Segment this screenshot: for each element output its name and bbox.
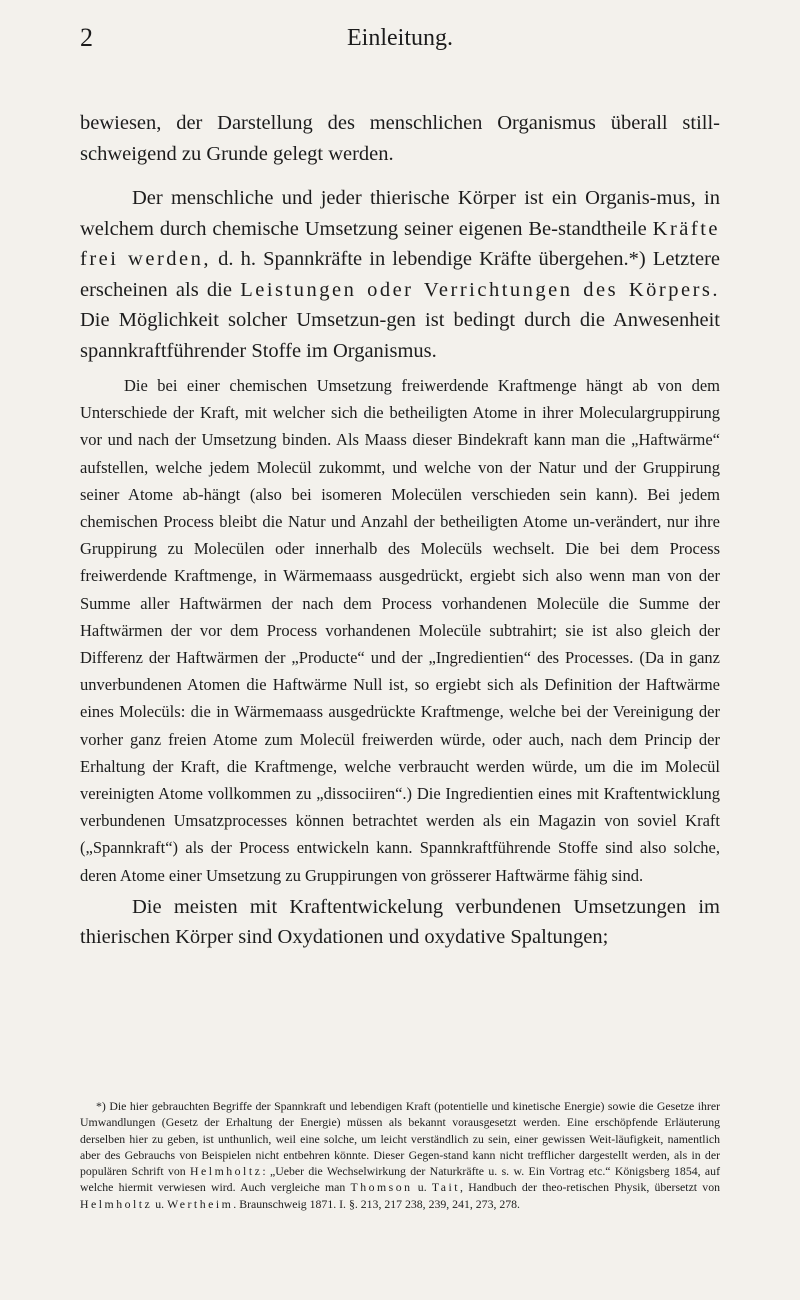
footnote-text: *) Die hier gebrauchten Begriffe der Spannkraft und lebendigen Kraft (potentielle und kinetische Energie) sowie die Gesetze ihrer Umwandlungen (Gesetz der Erhaltung der Energie) müssen als bekannt vorausgesetzt werden. Eine erschöpfende Erläuterung derselben hier zu geben, ist unthunlich, weil eine solche, um leicht verständlich zu sein, einer gewissen Weit-läufigkeit, namentlich aber des Gebrauchs von Beispielen nicht entbehren könnte. Dieser Gegen-stand kann nicht trefflicher dargestellt werden, als in der populären Schrift von (80, 1099, 720, 1179)
author-name: Tait (431, 1180, 461, 1195)
page-number: 2 (80, 23, 93, 52)
paragraph-oxydationen: Die meisten mit Kraftentwickelung verbundenen Umsetzungen im thierischen Körper sind Oxydationen und oxydative Spaltungen; (80, 895, 720, 949)
paragraph-text: Die Möglichkeit solcher Umsetzun-gen ist bedingt durch die Anwesenheit spannkraftführender Stoffe im Organismus. (80, 309, 720, 362)
main-text (80, 108, 720, 953)
paragraph-text: Der menschliche und jeder thierische Körper ist ein Organis-mus, in welchem durch chemische Umsetzung seiner eigenen Be-standtheile (80, 187, 720, 240)
author-name: Helmholtz (80, 1196, 153, 1211)
footnote-text: u. (412, 1180, 432, 1195)
footnote-text: : „Ueber die Wechselwirkung der Naturkräfte u. s. w. Ein Vortrag etc.“ Königsberg 1854, auf welche hiermit verwiesen wird. Auch vergleiche man (80, 1164, 720, 1195)
emphasis-leistungen: Leistungen oder Verrichtungen des Körpers. (240, 278, 720, 301)
paragraph-haftwaerme: Die bei einer chemischen Umsetzung freiwerdende Kraftmenge hängt ab von dem Unterschiede der Kraft, mit welcher sich die betheiligten Atome in ihrer Moleculargruppirung vor und nach der Umsetzung binden. Als Maass dieser Bindekraft kann man die „Haftwärme“ aufstellen, welche jedem Molecül zukommt, und welche von der Natur und der Gruppirung seiner Atome ab-hängt (also bei isomeren Molecülen verschieden sein kann). Bei jedem chemischen Process bleibt die Natur und Anzahl der betheiligten Atome un-verändert, nur ihre Gruppirung zu Molecülen oder innerhalb des Molecüls wechselt. Die bei dem Process freiwerdende Kraftmenge, in Wärmemaass ausgedrückt, ergiebt sich also wenn man von der Summe aller Haftwärmen der nach dem Process vorhandenen Molecüle die Summe der Haftwärmen der vor dem Process vorhandenen Molecüle subtrahirt; sie ist also gleich der Differenz der Haftwärmen der „Producte“ und der „Ingredientien“ des Processes. (Da in ganz unverbundenen Atomen die Haftwärme Null ist, so ergiebt sich als Definition der Haftwärme eines Molecüls: die in Wärmemaass ausgedrückte Kraftmenge, welche bei der Vereinigung der vorher ganz freien Atome zum Molecül freiwerden würde, oder auch, nach dem Princip der Erhaltung der Kraft, die Kraftmenge, welche verbraucht werden würde, um die im Molecül vereinigten Atome vollkommen zu „dissociiren“.) Die Ingredientien eines mit Kraftentwicklung verbundenen Umsatzprocesses können betrachtet werden als ein Magazin von soviel Kraft („Spannkraft“) als der Process entwickeln kann. Spannkraftführende Stoffe sind also solche, deren Atome einer Umsetzung zu Gruppirungen von grösserer Haftwärme fähig sind. (80, 376, 720, 885)
footnote-text: u. (152, 1196, 168, 1211)
paragraph-continuation: bewiesen, der Darstellung des menschlichen Organismus überall still-schweigend zu Grunde gelegt werden. (80, 112, 720, 165)
paragraph-text: d. h. Spannkräfte in lebendige Kräfte übergehen.*) Letztere erscheinen als die (80, 248, 720, 301)
paragraph-organism (80, 183, 720, 366)
footnote-text: . Braunschweig 1871. I. §. 213, 217 238, 239, 241, 273, 278. (233, 1196, 521, 1211)
footnote-text: , Handbuch der theo-retischen Physik, übersetzt von (460, 1180, 720, 1195)
page-header (0, 18, 800, 58)
footnote (80, 1098, 720, 1212)
author-name: Helmholtz (190, 1164, 263, 1179)
author-name: Wertheim (167, 1196, 234, 1211)
emphasis-kraefte-frei: Kräfte frei werden, (80, 217, 720, 270)
author-name: Thomson (350, 1180, 413, 1195)
running-title: Einleitung. (347, 25, 453, 51)
